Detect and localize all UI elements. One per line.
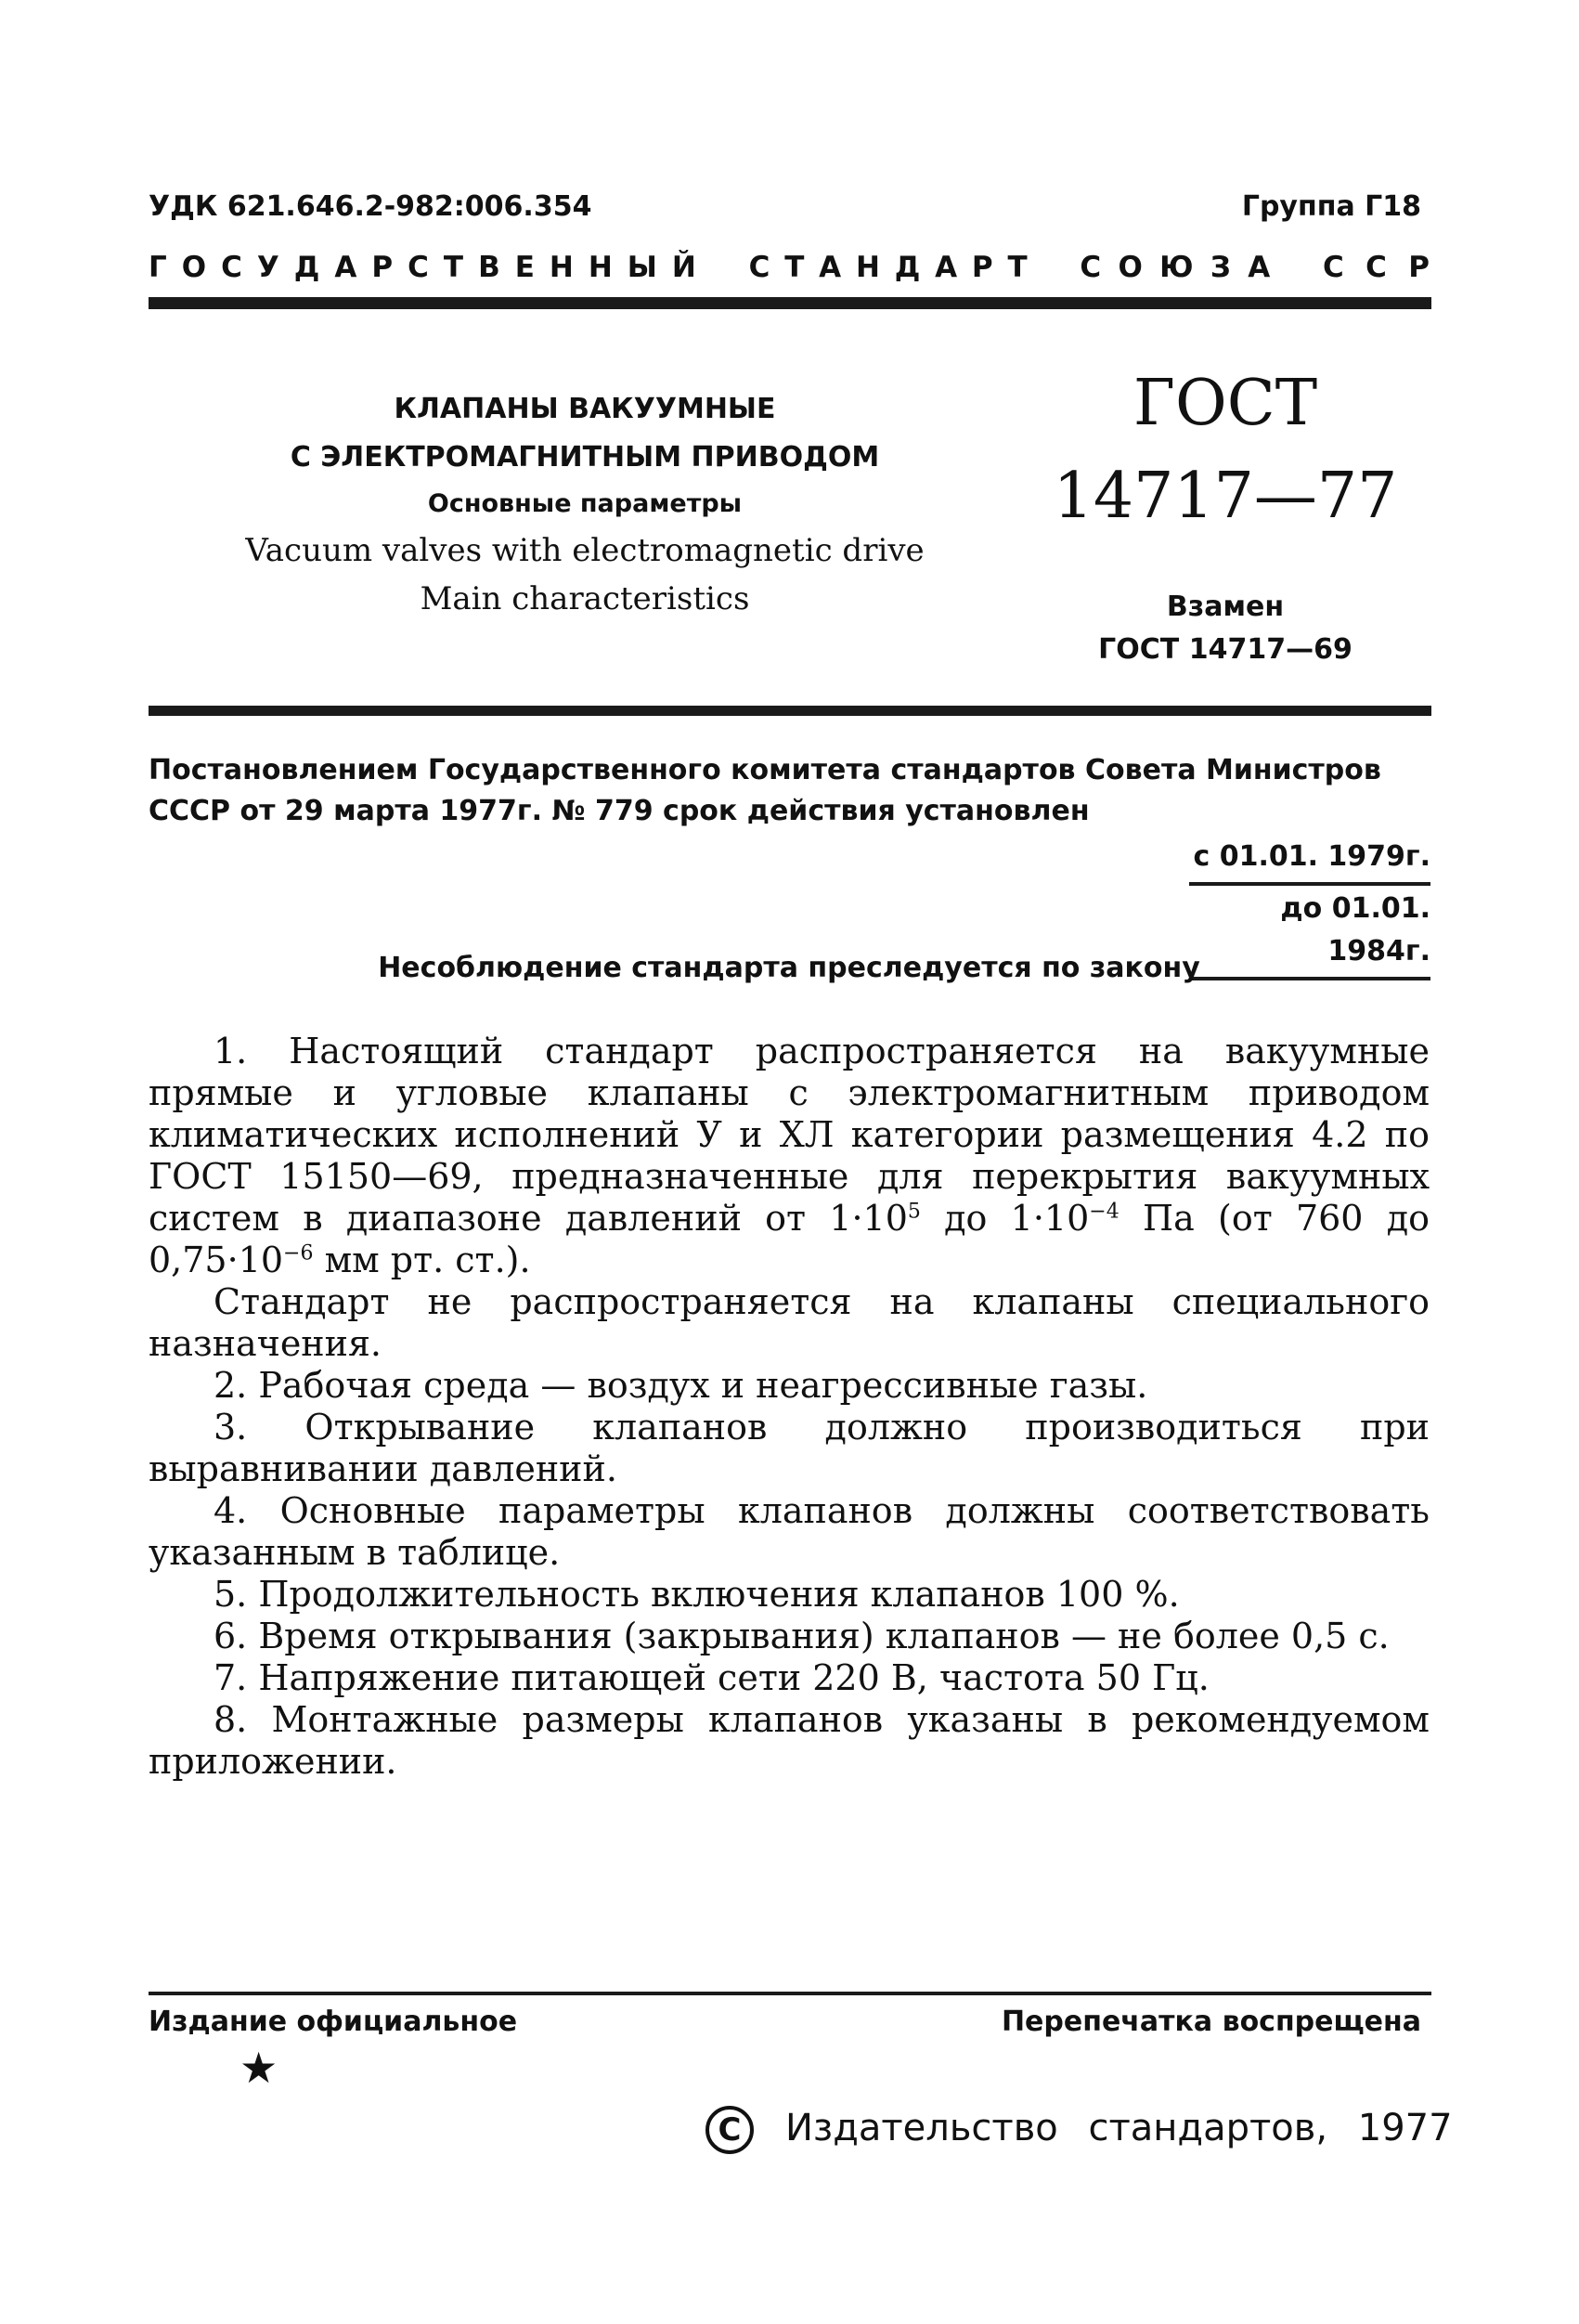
valid-from: с 01.01. 1979г. <box>1193 840 1430 873</box>
heading-letter: Р <box>971 251 993 284</box>
heading-letter: Е <box>514 251 535 284</box>
paragraph-3: 3. Открывание клапанов должно производиться при выравнивании давлений. <box>149 1407 1430 1489</box>
replaces-number: ГОСТ 14717—69 <box>1098 633 1353 666</box>
heading-word-3 <box>1080 251 1270 284</box>
heading-letter: А <box>819 251 842 284</box>
reprint-prohibited: Перепечатка воспрещена <box>1001 2006 1421 2038</box>
middle-rule <box>149 706 1431 716</box>
bottom-rule <box>149 1992 1431 1995</box>
heading-letter: Р <box>371 251 394 284</box>
publisher-text: Издательство стандартов, 1977 <box>785 2107 1453 2149</box>
paragraph-1 <box>149 1031 1430 1281</box>
paragraph-4: 4. Основные параметры клапанов должны соответствовать указанным в таблице. <box>149 1490 1430 1573</box>
copyright-icon: C <box>705 2106 754 2154</box>
valid-to: до 01.01. 1984г. <box>1189 882 1430 980</box>
p1-exponent-2: −4 <box>1089 1200 1120 1224</box>
paragraph-2: 2. Рабочая среда — воздух и неагрессивные газы. <box>214 1365 1148 1406</box>
udk-code: УДК 621.646.2-982:006.354 <box>149 190 592 223</box>
heading-letter: Т <box>1007 251 1028 284</box>
heading-letter: С <box>1365 251 1387 284</box>
heading-word-4 <box>1323 251 1430 284</box>
standard-body <box>149 1031 1430 1783</box>
heading-letter: А <box>935 251 958 284</box>
heading-letter: О <box>181 251 207 284</box>
p1-text-mid-2: Па (от 760 до 0,75·10 <box>149 1198 1430 1280</box>
heading-letter: О <box>1118 251 1143 284</box>
heading-letter: А <box>1248 251 1271 284</box>
gost-label: ГОСТ <box>1132 367 1318 440</box>
title-line-1: КЛАПАНЫ ВАКУУМНЫЕ <box>394 393 776 425</box>
title-subtitle: Основные параметры <box>427 489 743 518</box>
heading-letter: Р <box>1408 251 1430 284</box>
state-standard-heading <box>149 251 1430 284</box>
heading-letter: С <box>221 251 242 284</box>
replaces-label: Взамен <box>1166 591 1285 623</box>
p1-exponent-1: 5 <box>907 1200 921 1224</box>
english-title-1: Vacuum valves with electromagnetic drive <box>245 532 925 569</box>
heading-word-2 <box>749 251 1028 284</box>
paragraph-7: 7. Напряжение питающей сети 220 В, частота 50 Гц. <box>214 1657 1210 1698</box>
paragraph-5: 5. Продолжительность включения клапанов 100 %. <box>214 1574 1180 1615</box>
heading-letter: Д <box>293 251 320 284</box>
heading-letter: Т <box>443 251 464 284</box>
heading-letter: Г <box>149 251 167 284</box>
heading-letter: Ы <box>627 251 657 284</box>
paragraph-6: 6. Время открывания (закрывания) клапанов — не более 0,5 с. <box>214 1616 1390 1656</box>
star-icon: ★ <box>239 2043 278 2093</box>
p1-text-end: мм рт. ст.). <box>313 1240 531 1280</box>
heading-letter: У <box>256 251 279 284</box>
publisher-line <box>705 2106 1453 2154</box>
english-title-2: Main characteristics <box>420 580 750 617</box>
decree-text: Постановлением Государственного комитета стандартов Совета Министров СССР от 29 марта 1977г. № 779 срок действия установлен <box>149 754 1381 827</box>
heading-letter: С <box>1080 251 1102 284</box>
gost-number: 14717—77 <box>1053 460 1398 533</box>
violation-notice: Несоблюдение стандарта преследуется по закону <box>378 952 1200 984</box>
p1-text-mid-1: до 1·10 <box>920 1198 1090 1239</box>
replaces-block <box>1030 586 1420 671</box>
heading-letter: Н <box>549 251 574 284</box>
heading-letter: С <box>408 251 429 284</box>
heading-letter: Н <box>855 251 880 284</box>
p1-text: 1. Настоящий стандарт распространяется на вакуумные прямые и угловые клапаны с электромагнитным приводом климатических исполнений У и ХЛ категории размещения 4.2 по ГОСТ 15150—69, предназначенные для перекрытия вакуумных систем в диапазоне давлений от 1·10 <box>149 1031 1430 1239</box>
heading-word-1 <box>149 251 696 284</box>
official-edition: Издание официальное <box>149 2006 518 2038</box>
top-rule <box>149 297 1431 309</box>
gost-block <box>1030 357 1420 671</box>
title-block <box>241 385 928 623</box>
heading-letter: В <box>478 251 500 284</box>
paragraph-8: 8. Монтажные размеры клапанов указаны в рекомендуемом приложении. <box>149 1699 1430 1782</box>
heading-letter: Ю <box>1159 251 1194 284</box>
heading-letter: Т <box>784 251 805 284</box>
paragraph-1b: Стандарт не распространяется на клапаны специального назначения. <box>149 1281 1430 1364</box>
heading-letter: С <box>1322 251 1344 284</box>
heading-letter: Д <box>894 251 921 284</box>
heading-letter: З <box>1210 251 1231 284</box>
heading-letter: Й <box>671 251 696 284</box>
heading-letter: А <box>334 251 357 284</box>
heading-letter: С <box>748 251 770 284</box>
title-line-2: С ЭЛЕКТРОМАГНИТНЫМ ПРИВОДОМ <box>290 441 880 474</box>
heading-letter: Н <box>588 251 613 284</box>
group-code: Группа Г18 <box>1241 190 1421 223</box>
p1-exponent-3: −6 <box>283 1241 314 1266</box>
